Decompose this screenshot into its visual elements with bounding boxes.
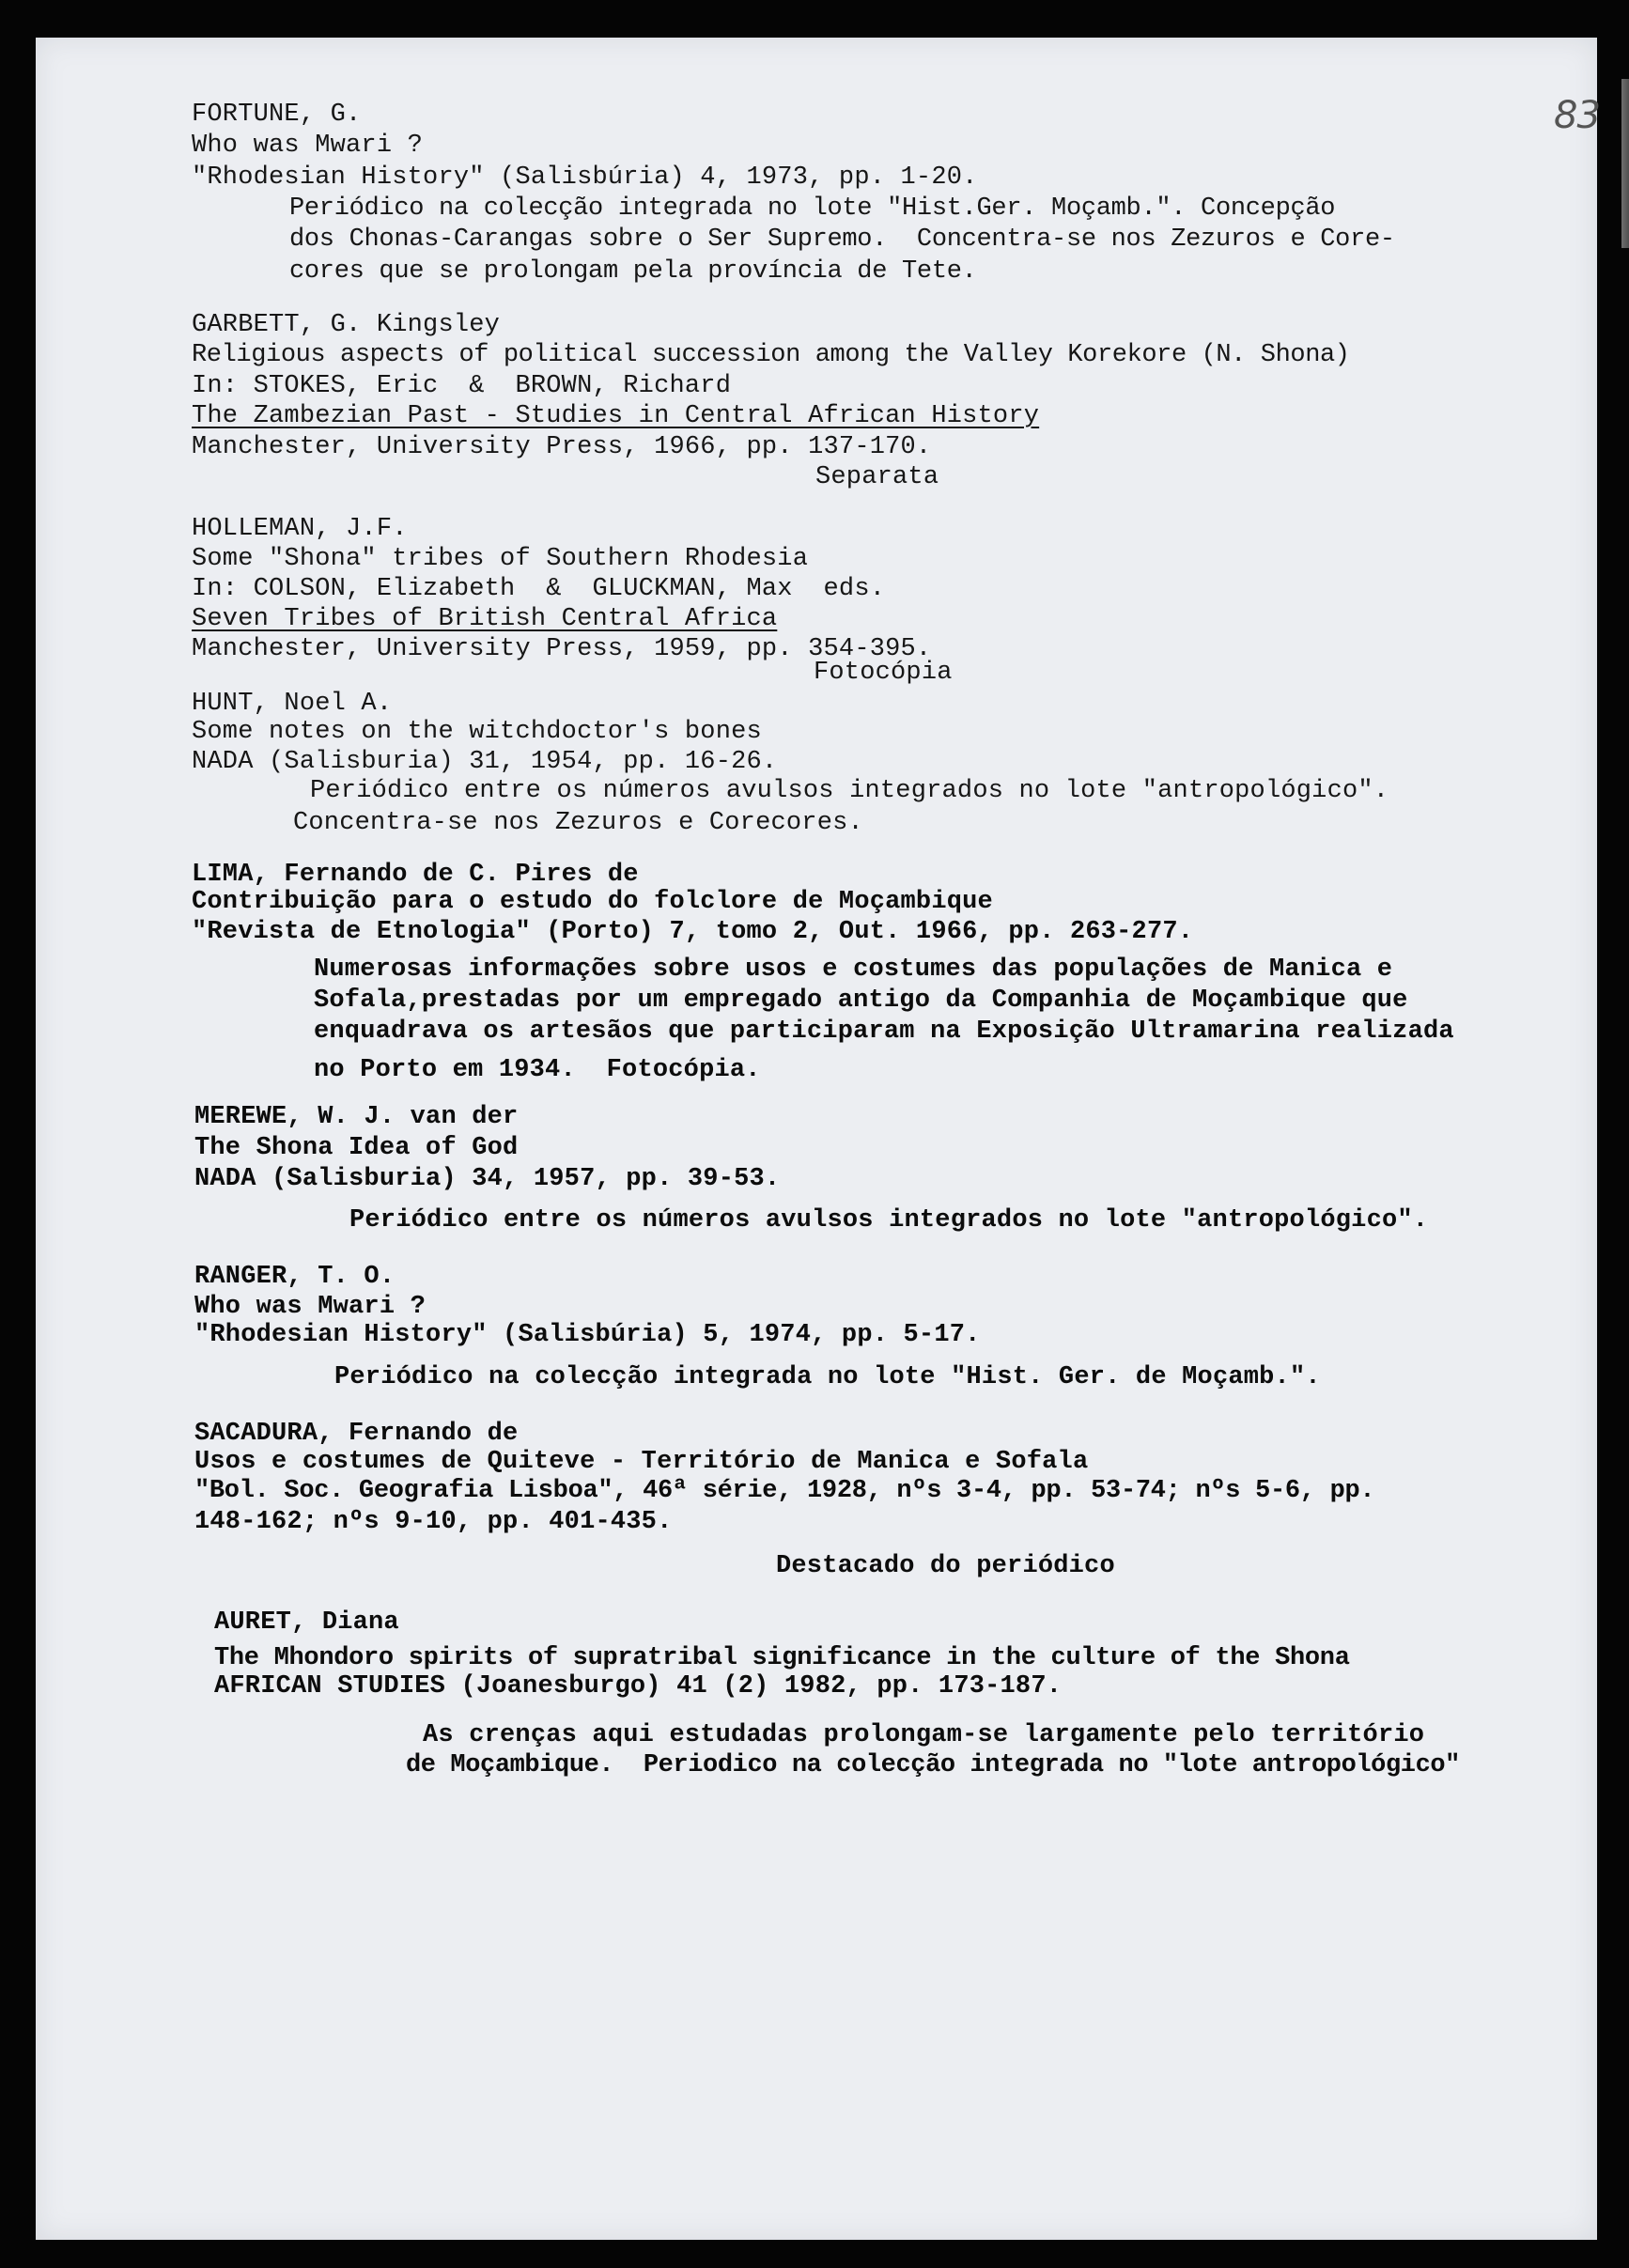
entry-note: Sofala,prestadas por um empregado antigo da Companhia de Moçambique que bbox=[314, 986, 1408, 1015]
entry-author: MEREWE, W. J. van der bbox=[194, 1103, 519, 1131]
entry-title: Contribuição para o estudo do folclore de Moçambique bbox=[192, 888, 993, 916]
entry-source: 148-162; nºs 9-10, pp. 401-435. bbox=[194, 1508, 673, 1536]
page-number: 83 bbox=[1554, 94, 1600, 137]
entry-author: RANGER, T. O. bbox=[194, 1263, 396, 1291]
entry-title: Religious aspects of political succession among the Valley Korekore (N. Shona) bbox=[192, 341, 1350, 369]
entry-source: AFRICAN STUDIES (Joanesburgo) 41 (2) 1982, pp. 173-187. bbox=[214, 1672, 1063, 1701]
entry-title: Some "Shona" tribes of Southern Rhodesia bbox=[192, 545, 809, 573]
entry-note: Concentra-se nos Zezuros e Corecores. bbox=[293, 809, 863, 837]
entry-note: Periódico entre os números avulsos integrados no lote "antropológico". bbox=[310, 777, 1389, 805]
entry-note: Numerosas informações sobre usos e costumes das populações de Manica e bbox=[314, 955, 1393, 984]
entry-note: Periódico na colecção integrada no lote "Hist. Ger. de Moçamb.". bbox=[334, 1363, 1321, 1391]
entry-author: HUNT, Noel A. bbox=[192, 690, 393, 718]
entry-title: The Shona Idea of God bbox=[194, 1134, 519, 1162]
entry-editors: In: COLSON, Elizabeth & GLUCKMAN, Max eds. bbox=[192, 575, 886, 603]
entry-source: "Rhodesian History" (Salisbúria) 4, 1973, pp. 1-20. bbox=[192, 163, 978, 192]
entry-note: cores que se prolongam pela província de Tete. bbox=[289, 257, 977, 286]
entry-publisher: Manchester, University Press, 1959, pp. 354-395. bbox=[192, 635, 932, 663]
entry-book-title: Seven Tribes of British Central Africa bbox=[192, 605, 778, 633]
entry-publisher: Manchester, University Press, 1966, pp. 137-170. bbox=[192, 433, 932, 461]
entry-note: Periódico na colecção integrada no lote "Hist.Ger. Moçamb.". Concepção bbox=[289, 194, 1336, 223]
entry-note: Separata bbox=[815, 463, 939, 491]
entry-note: As crenças aqui estudadas prolongam-se largamente pelo território bbox=[423, 1721, 1425, 1749]
entry-note: de Moçambique. Periodico na colecção integrada no "lote antropológico" bbox=[406, 1751, 1460, 1779]
entry-source: "Revista de Etnologia" (Porto) 7, tomo 2, Out. 1966, pp. 263-277. bbox=[192, 918, 1194, 946]
entry-source: "Bol. Soc. Geografia Lisboa", 46ª série, 1928, nºs 3-4, pp. 53-74; nºs 5-6, pp. bbox=[194, 1477, 1375, 1505]
entry-editors: In: STOKES, Eric & BROWN, Richard bbox=[192, 372, 732, 400]
entry-author: LIMA, Fernando de C. Pires de bbox=[192, 861, 639, 889]
entry-author: SACADURA, Fernando de bbox=[194, 1420, 519, 1448]
entry-title: Who was Mwari ? bbox=[192, 132, 424, 160]
entry-book-title: The Zambezian Past - Studies in Central African History bbox=[192, 402, 1040, 430]
entry-author: HOLLEMAN, J.F. bbox=[192, 515, 408, 543]
entry-title: Usos e costumes de Quiteve - Território de Manica e Sofala bbox=[194, 1448, 1089, 1476]
entry-author: AURET, Diana bbox=[214, 1608, 399, 1637]
entry-author: GARBETT, G. Kingsley bbox=[192, 311, 501, 339]
entry-note: dos Chonas-Carangas sobre o Ser Supremo. Concentra-se nos Zezuros e Core- bbox=[289, 225, 1395, 254]
entry-author: FORTUNE, G. bbox=[192, 101, 362, 129]
entry-title: Who was Mwari ? bbox=[194, 1293, 427, 1321]
entry-title: The Mhondoro spirits of supratribal significance in the culture of the Shona bbox=[214, 1644, 1350, 1672]
entry-source: NADA (Salisburia) 31, 1954, pp. 16-26. bbox=[192, 748, 778, 776]
page-edge-shadow bbox=[1621, 79, 1629, 248]
entry-source: "Rhodesian History" (Salisbúria) 5, 1974, pp. 5-17. bbox=[194, 1321, 981, 1349]
entry-note: Periódico entre os números avulsos integrados no lote "antropológico". bbox=[349, 1206, 1429, 1235]
entry-note: Fotocópia bbox=[814, 659, 953, 687]
entry-note: no Porto em 1934. Fotocópia. bbox=[314, 1056, 761, 1084]
entry-note: Destacado do periódico bbox=[776, 1552, 1115, 1580]
entry-title: Some notes on the witchdoctor's bones bbox=[192, 718, 762, 746]
entry-source: NADA (Salisburia) 34, 1957, pp. 39-53. bbox=[194, 1165, 781, 1193]
entry-note: enquadrava os artesãos que participaram na Exposição Ultramarina realizada bbox=[314, 1017, 1454, 1046]
